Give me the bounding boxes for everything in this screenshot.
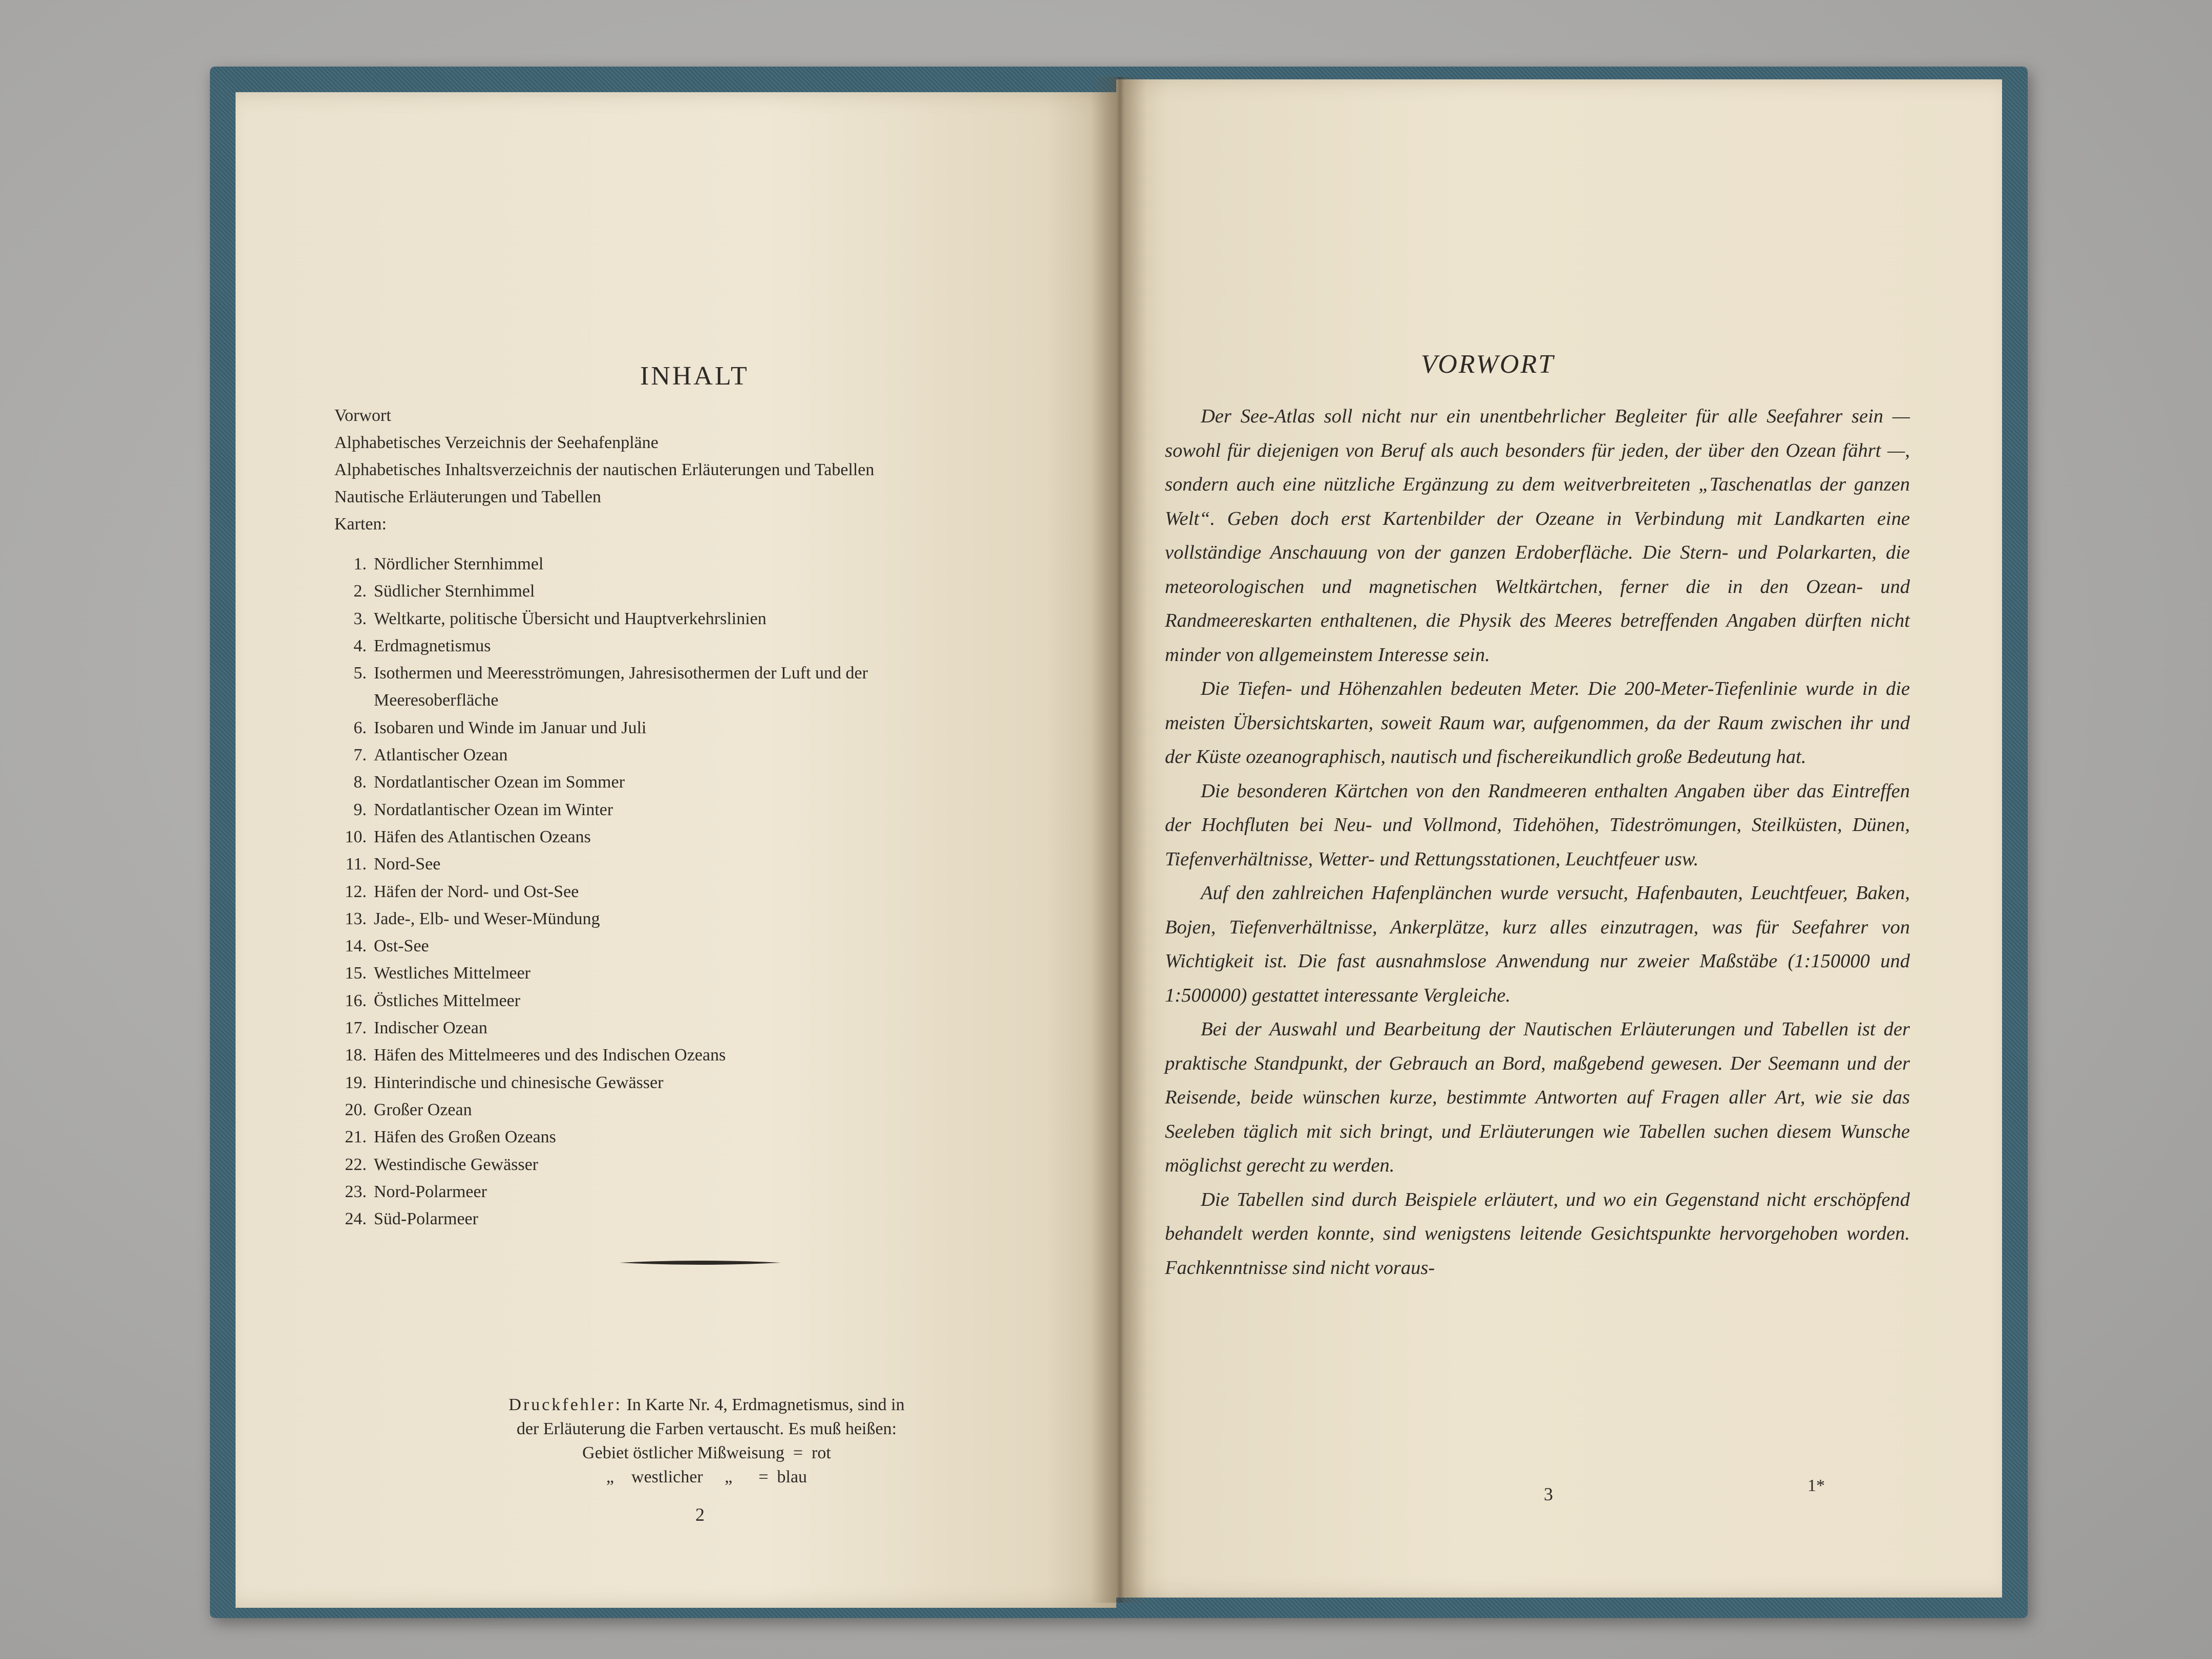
map-list-item — [333, 850, 1075, 878]
map-title: Großer Ozean — [374, 1100, 472, 1119]
map-list-item — [333, 1123, 1075, 1151]
toc-entry: Alphabetisches Verzeichnis der Seehafenpläne — [334, 433, 658, 452]
map-list-item — [333, 1151, 1075, 1178]
map-number: 23. — [345, 1182, 367, 1201]
map-title: Häfen des Atlantischen Ozeans — [374, 827, 591, 846]
map-title: Meeresoberfläche — [374, 691, 499, 710]
map-list-item — [333, 687, 1075, 714]
map-list-item — [333, 1178, 1075, 1205]
map-number: 5. — [353, 664, 367, 683]
map-title: Häfen des Mittelmeeres und des Indischen Ozeans — [374, 1046, 726, 1065]
map-title: Indischer Ozean — [374, 1018, 487, 1038]
map-list-item — [333, 660, 1075, 687]
ornament-rule — [620, 1260, 781, 1266]
map-list-item — [333, 1014, 1075, 1041]
map-title: Westindische Gewässer — [374, 1155, 539, 1174]
map-list-item — [333, 960, 1075, 987]
map-list-item — [333, 796, 1075, 823]
erratum-line3: Gebiet östlicher Mißweisung = rot — [582, 1443, 831, 1462]
left-page-number: 2 — [695, 1504, 705, 1525]
map-number: 22. — [345, 1155, 367, 1174]
map-list-item — [333, 741, 1075, 769]
map-number: 16. — [345, 991, 367, 1010]
map-title: Weltkarte, politische Übersicht und Hauptverkehrslinien — [374, 609, 767, 628]
foreword-paragraph: Auf den zahlreichen Hafenplänchen wurde versucht, Hafenbauten, Leuchtfeuer, Baken, Bojen, Tiefenverhältnisse, Ankerplätze, kurz alles einzutragen, was für Seefahrer von Wichtigkeit ist. Die fast ausnahmslose Anwendung nur zweier Maßstäbe (1:150000 und 1:500000) gestattet interessante Vergleiche. — [1165, 882, 1910, 1006]
map-list-item — [333, 632, 1075, 660]
map-title: Westliches Mittelmeer — [374, 964, 530, 983]
map-list-item — [333, 714, 1075, 741]
map-number: 18. — [345, 1046, 367, 1065]
erratum-note — [417, 1393, 996, 1489]
map-number: 11. — [345, 855, 367, 874]
map-number: 24. — [345, 1209, 367, 1229]
map-list-item — [333, 1205, 1075, 1232]
map-title: Hinterindische und chinesische Gewässer — [374, 1073, 664, 1092]
map-number: 8. — [353, 773, 367, 792]
map-list-item — [333, 605, 1075, 632]
map-list-item — [333, 769, 1075, 796]
map-title: Häfen der Nord- und Ost-See — [374, 882, 579, 901]
map-number: 21. — [345, 1128, 367, 1147]
map-title: Südlicher Sternhimmel — [374, 582, 535, 601]
foreword-paragraph: Die Tiefen- und Höhenzahlen bedeuten Meter. Die 200-Meter-Tiefenlinie wurde in die meisten Übersichtskarten, soweit Raum war, aufgenommen, da der Raum zwischen ihr und der Küste ozeanographisch, nautisch und fischereikundlich große Bedeutung hat. — [1165, 678, 1910, 768]
map-title: Nordatlantischer Ozean im Sommer — [374, 773, 625, 792]
foreword-paragraph: Der See-Atlas soll nicht nur ein unentbehrlicher Begleiter für alle Seefahrer sein — sowohl für diejenigen von Beruf als auch besonders für jeden, der über den Ozean fährt —, sondern auch eine nützliche Ergänzung zu dem weitverbreiteten „Taschenatlas der ganzen Welt“. Geben doch erst Kartenbilder der Ozeane in Verbindung mit Landkarten eine vollständige Anschauung von der ganzen Erdoberfläche. Die Stern- und Polarkarten, die meteorologischen und magnetischen Weltkärtchen, ferner die in den Ozean- und Randmeereskarten enthaltenen, die Physik des Meeres betreffenden Angaben dürften nicht minder von allgemeinstem Interesse sein. — [1165, 406, 1910, 666]
map-list-item — [333, 823, 1075, 850]
map-number: 17. — [345, 1018, 367, 1038]
map-list-item — [333, 987, 1075, 1014]
map-list-item — [333, 1096, 1075, 1123]
map-number: 10. — [345, 827, 367, 846]
map-title: Östliches Mittelmeer — [374, 991, 521, 1010]
map-number: 12. — [345, 882, 367, 901]
map-list-item — [333, 1041, 1075, 1069]
map-title: Nord-See — [374, 855, 441, 874]
right-page-number: 3 — [1544, 1484, 1553, 1504]
map-title: Nordatlantischer Ozean im Winter — [374, 800, 613, 819]
map-title: Isothermen und Meeresströmungen, Jahresisothermen der Luft und der — [374, 664, 868, 683]
map-title: Nord-Polarmeer — [374, 1182, 487, 1201]
map-number: 7. — [353, 746, 367, 765]
map-list-item — [333, 550, 1075, 578]
signature-mark: 1* — [1807, 1476, 1825, 1495]
toc-entry: Nautische Erläuterungen und Tabellen — [334, 487, 601, 506]
map-number: 4. — [353, 636, 367, 655]
map-number: 9. — [353, 800, 367, 819]
map-number: 19. — [345, 1073, 367, 1092]
toc-entry: Alphabetisches Inhaltsverzeichnis der nautischen Erläuterungen und Tabellen — [334, 460, 875, 479]
map-number: 20. — [345, 1100, 367, 1119]
foreword-title: VORWORT — [1421, 350, 1555, 379]
map-number: 1. — [353, 555, 367, 573]
map-title: Jade-, Elb- und Weser-Mündung — [374, 909, 600, 928]
map-number: 3. — [353, 609, 367, 628]
map-title: Häfen des Großen Ozeans — [374, 1128, 556, 1147]
map-list-item — [333, 878, 1075, 905]
map-title: Süd-Polarmeer — [374, 1209, 478, 1229]
map-number: 13. — [345, 909, 367, 928]
map-number: 2. — [353, 582, 367, 601]
map-title: Ost-See — [374, 937, 429, 956]
foreword-text — [1165, 399, 1910, 1285]
map-title: Erdmagnetismus — [374, 636, 491, 655]
map-number: 15. — [345, 964, 367, 983]
map-list-item — [333, 905, 1075, 932]
toc-entry: Vorwort — [334, 406, 391, 425]
erratum-line2: der Erläuterung die Farben vertauscht. Es muß heißen: — [516, 1419, 897, 1438]
erratum-lead: Druckfehler: — [508, 1395, 623, 1414]
map-number: 6. — [353, 718, 367, 737]
map-title: Nördlicher Sternhimmel — [374, 555, 544, 573]
map-number: 14. — [345, 937, 367, 956]
toc-entry: Karten: — [334, 515, 387, 534]
contents-title: INHALT — [640, 361, 749, 391]
map-title: Atlantischer Ozean — [374, 746, 508, 765]
book-spine-gutter — [1091, 77, 1147, 1603]
map-list-item — [333, 932, 1075, 960]
map-list-item — [333, 578, 1075, 605]
map-list-item — [333, 1069, 1075, 1096]
foreword-paragraph: Die Tabellen sind durch Beispiele erläutert, und wo ein Gegenstand nicht erschöpfend behandelt werden konnte, sind wenigstens leitende Gesichtspunkte hervorgehoben worden. Fachkenntnisse sind nicht voraus- — [1165, 1188, 1910, 1279]
map-title: Isobaren und Winde im Januar und Juli — [374, 718, 647, 737]
erratum-line1: In Karte Nr. 4, Erdmagnetismus, sind in — [622, 1395, 905, 1414]
erratum-line4: „ westlicher „ = blau — [606, 1467, 807, 1486]
foreword-paragraph: Bei der Auswahl und Bearbeitung der Nautischen Erläuterungen und Tabellen ist der praktische Standpunkt, der Gebrauch an Bord, maßgebend gewesen. Der Seemann und der Reisende, beide wünschen kurze, bestimmte Antworten auf Fragen aller Art, wie sie das Seeleben täglich mit sich bringt, und Erläuterungen wie Tabellen suchen diesem Wunsche möglichst gerecht zu werden. — [1165, 1018, 1910, 1176]
maps-list — [333, 550, 1075, 1232]
foreword-paragraph: Die besonderen Kärtchen von den Randmeeren enthalten Angaben über das Eintreffen der Hochfluten bei Neu- und Vollmond, Tidehöhen, Tideströmungen, Steilküsten, Dünen, Tiefenverhältnisse, Wetter- und Rettungsstationen, Leuchtfeuer usw. — [1165, 780, 1910, 870]
